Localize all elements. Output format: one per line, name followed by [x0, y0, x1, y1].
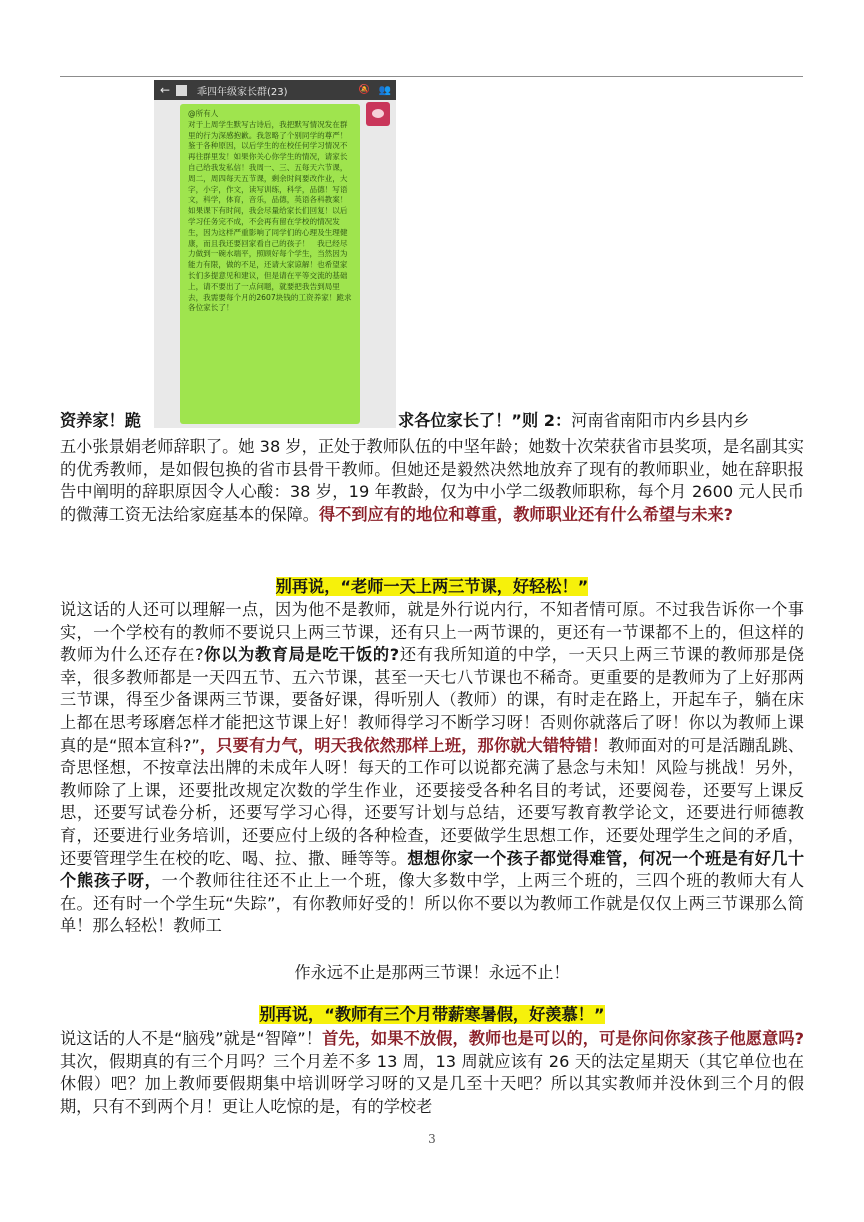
paragraph-text: 说这话的人还可以理解一点，因为他不是教师，就是外行说内行，不知者情可原。不过我告诉你一个事实，一个学校有的教师不要说只上两三节课，还有只上一两节课的，更还有一节课都不上的，但这样的教师为什么还存在? — [60, 600, 804, 665]
heading-highlight: 别再说，“教师有三个月带薪寒暑假，好羡慕！” — [259, 1005, 605, 1024]
chat-message-bubble: @所有人 对于上周学生默写古诗后，我把默写情况发在群里的行为深感抱歉。我忽略了个别同学的尊严！鉴于各种原因，以后学生的在校任何学习情况不再往群里发！如果你关心你学生的情况，请家长自己给我发私信！我周一、三、五每天六节课，周二，周四每天五节课，剩余时间要改作业，大字，小字，作文，读写训练，科学，品德！写语文，科学，体育，音乐，品德，英语各科教案！如果课下有时间，我会尽量给家长们回复！以后学习任务完不成，不会再有留在学校的情况发生，因为这样严重影响了同学们的心理及生理健康，而且我还要回家看自己的孩子！ 我已经尽力做到一碗水端平，照顾好每个学生，当然因为能力有限，做的不足，还请大家谅解！也希望家长们多提意见和建议，但是请在平等交流的基础上，请不要出了一点问题，就要把我告到局里去，我需要每个月的2607块钱的工资养家！跪求各位家长了！ — [180, 104, 360, 424]
quote-line-left: 资养家！跪 — [60, 411, 141, 430]
section-heading-1 — [60, 576, 804, 598]
sender-avatar — [366, 102, 390, 126]
page-number: 3 — [428, 1132, 436, 1146]
header-rule — [60, 76, 803, 77]
group-avatar-icon — [176, 85, 187, 96]
heading-highlight: 别再说，“老师一天上两三节课，好轻松！” — [275, 577, 589, 596]
paragraph-workload-last-line: 作永远不止是那两三节课！永远不止！ — [294, 963, 570, 982]
group-title: 乖四年级家长群(23) — [197, 86, 288, 98]
paragraph-text: 说这话的人不是“脑残”就是“智障”！ — [60, 1029, 323, 1048]
paragraph-text: 教师面对的可是活蹦乱跳、奇思怪想，不按章法出牌的未成年人呀！每天的工作可以说都充满了悬念与未知！风险与挑战！另外，教师除了上课，还要批改规定次数的学生作业，还要接受各种名目的考试，还要阅卷，还要写上课反思，还要写试卷分析，还要写学习心得，还要写计划与总结，还要写教育教学论文，还要进行师德教育，还要进行业务培训，还要应付上级的各种检查，还要做学生思想工作，还要处理学生之间的矛盾，还要管理学生在校的吃、喝、拉、撒、睡等等。 — [60, 735, 804, 868]
paragraph-resignation — [60, 436, 804, 526]
paragraph-text: 还有我所知道的中学，一天只上两三节课的教师那是侥幸，很多教师都是一天四五节、五六节课，甚至一天七八节课也不稀奇。更重要的是教师为了上好那两三节课，得至少备课两三节课，要备好课，得听别人（教师）的课，有时走在路上，开起车子，躺在床上都在思考琢磨怎样才能把这节课上好！教师得学习不断学习呀！否则你就落后了呀！你以为教师上课真的是“照本宣科?” — [60, 645, 805, 755]
emphasis-bold: 你以为教育局是吃干饭的? — [203, 645, 400, 665]
mute-icon: 🔕 — [358, 85, 370, 95]
paragraph-vacation — [60, 1028, 804, 1118]
paragraph-text: 五小张景娟老师辞职了。她 38 岁，正处于教师队伍的中坚年龄；她数十次荣获省市县奖项，是名副其实的优秀教师，是如假包换的省市县骨干教师。但她还是毅然决然地放弃了现有的教师职业，她在辞职报告中阐明的辞职原因令人心酸：38 岁，19 年教龄，仅为中小学二级教师职称，每个月 2600 元人民币的微薄工资无法给家庭基本的保障。 — [60, 437, 804, 524]
quote-line-right — [398, 410, 749, 432]
section-heading-2 — [60, 1004, 804, 1026]
emphasis-bold: 想想你家一个孩子都觉得难管，何况一个班是有好几十个熊孩子呀， — [60, 848, 805, 891]
quote-rest: 河南省南阳市内乡县内乡 — [571, 411, 750, 430]
chat-title-bar — [154, 80, 396, 100]
chat-screenshot-image — [154, 80, 396, 428]
emphasis-red: 首先，如果不放假，教师也是可以的，可是你问你家孩子他愿意吗? — [322, 1029, 805, 1048]
back-arrow-icon: ← — [159, 83, 171, 97]
quote-end-bold: 求各位家长了！”则 2 — [398, 411, 556, 430]
emphasis-red: 得不到应有的地位和尊重，教师职业还有什么希望与未来? — [319, 504, 734, 524]
quote-colon: ： — [555, 411, 572, 430]
paragraph-workload — [60, 599, 804, 938]
paragraph-text: 一个教师往往还不止上一个班，像大多数中学，上两三个班的，三四个班的教师大有人在。还有时一个学生玩“失踪”，有你教师好受的！所以你不要以为教师工作就是仅仅上两三节课那么简单！那么轻松！教师工 — [60, 871, 805, 936]
emphasis-red: ，只要有力气，明天我依然那样上班，那你就大错特错！ — [199, 735, 609, 755]
group-members-icon: 👥 — [378, 84, 392, 96]
paragraph-text: 其次，假期真的有三个月吗？三个月差不多 13 周，13 周就应该有 26 天的法定星期天（其它单位也在休假）吧？加上教师要假期集中培训呀学习呀的又是几至十天吧？所以其实教师并没休到三个月的假期，只有不到两个月！更让人吃惊的是，有的学校老 — [60, 1051, 804, 1116]
